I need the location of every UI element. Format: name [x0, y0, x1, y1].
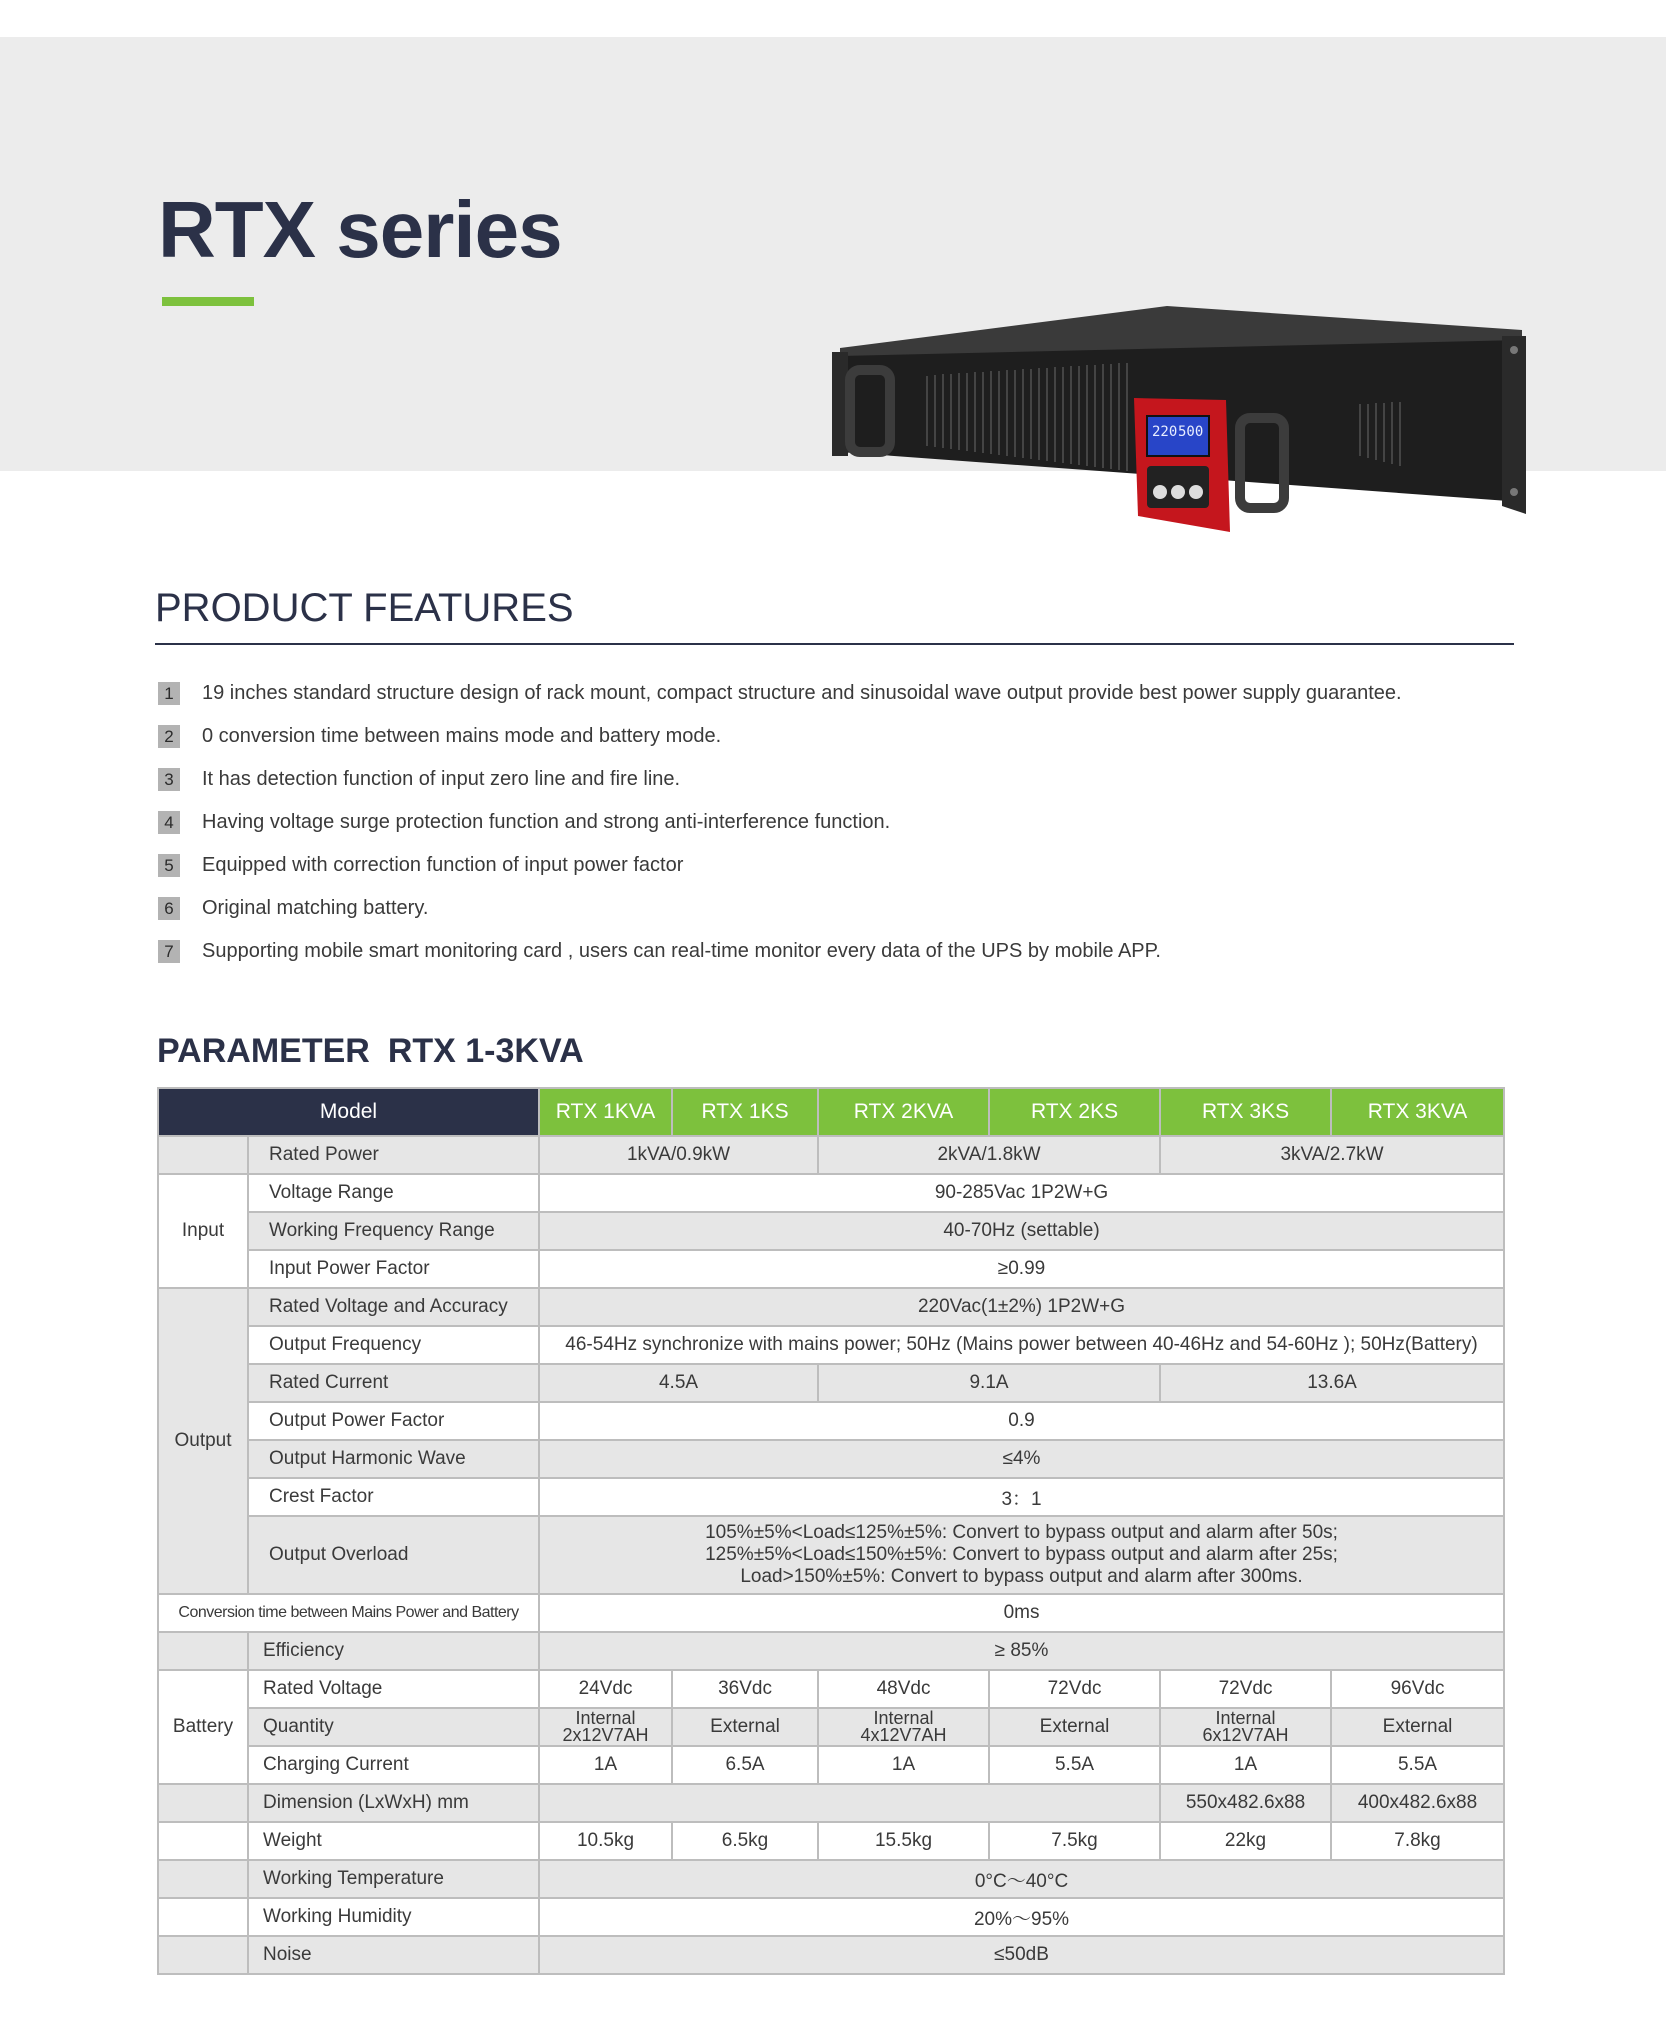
table-row-rated-voltage	[158, 1288, 1504, 1326]
feature-text: 19 inches standard structure design of rack mount, compact structure and sinusoidal wave output provide best power supply guarantee.	[202, 682, 1402, 704]
row-label: Output Harmonic Wave	[248, 1440, 539, 1478]
table-cell: 72Vdc	[989, 1670, 1160, 1708]
lcd-load: 500	[1178, 424, 1204, 440]
table-cell: ≥0.99	[539, 1250, 1504, 1288]
table-row-dimension	[158, 1784, 1504, 1822]
row-label: Charging Current	[248, 1746, 539, 1784]
row-label: Input Power Factor	[248, 1250, 539, 1288]
feature-number: 7	[158, 940, 180, 963]
model-cell: RTX 2KS	[989, 1088, 1160, 1136]
row-label: Efficiency	[248, 1632, 539, 1670]
table-cell	[158, 1784, 248, 1822]
table-cell: 7.5kg	[989, 1822, 1160, 1860]
lcd-voltage: 220	[1152, 424, 1178, 440]
table-cell: 46-54Hz synchronize with mains power; 50Hz (Mains power between 40-46Hz and 54-60Hz ); 50Hz(Battery)	[539, 1326, 1504, 1364]
table-row-crest	[158, 1478, 1504, 1516]
table-cell: 1A	[818, 1746, 989, 1784]
table-cell: External	[672, 1708, 818, 1746]
table-row-rated-power	[158, 1136, 1504, 1174]
row-label: Working Frequency Range	[248, 1212, 539, 1250]
table-cell: 15.5kg	[818, 1822, 989, 1860]
row-label: Weight	[248, 1822, 539, 1860]
table-cell: 5.5A	[1331, 1746, 1504, 1784]
table-cell: ≤4%	[539, 1440, 1504, 1478]
table-row-noise	[158, 1936, 1504, 1974]
row-label: Output Frequency	[248, 1326, 539, 1364]
table-cell	[158, 1860, 248, 1898]
model-cell: RTX 3KVA	[1331, 1088, 1504, 1136]
row-label: Output Power Factor	[248, 1402, 539, 1440]
model-cell: RTX 1KVA	[539, 1088, 672, 1136]
table-cell: 0°C～40°C	[539, 1860, 1504, 1898]
feature-text: 0 conversion time between mains mode and battery mode.	[202, 725, 722, 747]
model-cell: RTX 1KS	[672, 1088, 818, 1136]
row-label: Rated Current	[248, 1364, 539, 1402]
feature-text: Equipped with correction function of input power factor	[202, 854, 684, 876]
table-cell: 1kVA/0.9kW	[539, 1136, 818, 1174]
feature-item	[158, 930, 1402, 973]
row-label: Crest Factor	[248, 1478, 539, 1516]
feature-number: 1	[158, 682, 180, 705]
row-label: Dimension (LxWxH) mm	[248, 1784, 539, 1822]
table-row-battery-voltage	[158, 1670, 1504, 1708]
table-row-temperature	[158, 1860, 1504, 1898]
table-cell: 90-285Vac 1P2W+G	[539, 1174, 1504, 1212]
row-label: Noise	[248, 1936, 539, 1974]
row-label: Working Temperature	[248, 1860, 539, 1898]
features-divider	[155, 643, 1514, 645]
table-row-efficiency	[158, 1632, 1504, 1670]
feature-number: 5	[158, 854, 180, 877]
table-cell: 105%±5%<Load≤125%±5%: Convert to bypass output and alarm after 50s; 125%±5%<Load≤150%±5%: Convert to bypass output and alarm after 25s; Load>150%±5%: Convert to bypass output and alarm after 300ms.	[539, 1516, 1504, 1594]
table-cell: 22kg	[1160, 1822, 1331, 1860]
table-row-weight	[158, 1822, 1504, 1860]
table-cell: 36Vdc	[672, 1670, 818, 1708]
table-cell: 4.5A	[539, 1364, 818, 1402]
table-cell	[539, 1784, 1160, 1822]
table-row-overload	[158, 1516, 1504, 1594]
table-row-voltage-range	[158, 1174, 1504, 1212]
feature-number: 6	[158, 897, 180, 920]
table-cell: 6.5kg	[672, 1822, 818, 1860]
table-cell: Internal 4x12V7AH	[818, 1708, 989, 1746]
table-cell	[158, 1822, 248, 1860]
parameter-heading: PARAMETER RTX 1-3KVA	[157, 1032, 584, 1070]
table-row-charging	[158, 1746, 1504, 1784]
table-cell: ≤50dB	[539, 1936, 1504, 1974]
ups-rack-unit-image	[832, 306, 1526, 552]
group-output: Output	[158, 1288, 248, 1594]
table-cell: 9.1A	[818, 1364, 1160, 1402]
group-input: Input	[158, 1174, 248, 1288]
feature-number: 2	[158, 725, 180, 748]
table-cell: 0ms	[539, 1594, 1504, 1632]
table-cell: 1A	[1160, 1746, 1331, 1784]
table-cell: 550x482.6x88	[1160, 1784, 1331, 1822]
feature-item	[158, 758, 1402, 801]
row-label: Rated Voltage	[248, 1670, 539, 1708]
feature-number: 3	[158, 768, 180, 791]
model-header: Model	[158, 1088, 539, 1136]
row-label: Voltage Range	[248, 1174, 539, 1212]
feature-item	[158, 887, 1402, 930]
table-cell: 72Vdc	[1160, 1670, 1331, 1708]
feature-item	[158, 672, 1402, 715]
feature-text: It has detection function of input zero line and fire line.	[202, 768, 681, 790]
table-cell	[158, 1936, 248, 1974]
table-row-output-frequency	[158, 1326, 1504, 1364]
table-row-rated-current	[158, 1364, 1504, 1402]
table-cell: 13.6A	[1160, 1364, 1504, 1402]
table-row-model	[158, 1088, 1504, 1136]
table-cell: Conversion time between Mains Power and Battery	[158, 1594, 539, 1632]
feature-number: 4	[158, 811, 180, 834]
table-cell: 1A	[539, 1746, 672, 1784]
table-cell: 10.5kg	[539, 1822, 672, 1860]
features-heading: PRODUCT FEATURES	[155, 586, 574, 630]
row-label: Output Overload	[248, 1516, 539, 1594]
panel-button-1	[1153, 485, 1167, 499]
table-cell: Internal 6x12V7AH	[1160, 1708, 1331, 1746]
table-cell: 40-70Hz (settable)	[539, 1212, 1504, 1250]
table-row-harmonic	[158, 1440, 1504, 1478]
table-row-input-pf	[158, 1250, 1504, 1288]
feature-text: Supporting mobile smart monitoring card , users can real-time monitor every data of the UPS by mobile APP.	[202, 940, 1161, 962]
table-cell: 48Vdc	[818, 1670, 989, 1708]
table-cell	[158, 1898, 248, 1936]
feature-item	[158, 801, 1402, 844]
table-cell: ≥ 85%	[539, 1632, 1504, 1670]
table-cell: 400x482.6x88	[1331, 1784, 1504, 1822]
table-cell: 7.8kg	[1331, 1822, 1504, 1860]
table-cell: 3：1	[539, 1478, 1504, 1516]
row-label: Quantity	[248, 1708, 539, 1746]
table-row-humidity	[158, 1898, 1504, 1936]
title-accent-bar	[162, 297, 254, 306]
table-cell: 3kVA/2.7kW	[1160, 1136, 1504, 1174]
table-cell: Internal 2x12V7AH	[539, 1708, 672, 1746]
table-cell: 24Vdc	[539, 1670, 672, 1708]
table-row-freq-range	[158, 1212, 1504, 1250]
model-cell: RTX 3KS	[1160, 1088, 1331, 1136]
table-cell: 6.5A	[672, 1746, 818, 1784]
panel-button-2	[1171, 485, 1185, 499]
table-cell: 96Vdc	[1331, 1670, 1504, 1708]
row-label: Working Humidity	[248, 1898, 539, 1936]
group-battery: Battery	[158, 1670, 248, 1784]
feature-text: Having voltage surge protection function and strong anti-interference function.	[202, 811, 891, 833]
table-cell: 5.5A	[989, 1746, 1160, 1784]
table-cell: External	[989, 1708, 1160, 1746]
features-list	[158, 672, 1402, 973]
page-title: RTX series	[158, 185, 562, 274]
row-label: Rated Power	[248, 1136, 539, 1174]
table-cell: 20%～95%	[539, 1898, 1504, 1936]
panel-button-3	[1189, 485, 1203, 499]
table-cell: 220Vac(1±2%) 1P2W+G	[539, 1288, 1504, 1326]
table-cell	[158, 1136, 248, 1174]
model-cell: RTX 2KVA	[818, 1088, 989, 1136]
table-cell: 2kVA/1.8kW	[818, 1136, 1160, 1174]
table-row-conversion	[158, 1594, 1504, 1632]
table-row-output-pf	[158, 1402, 1504, 1440]
feature-item	[158, 844, 1402, 887]
table-cell	[158, 1632, 248, 1670]
row-label: Rated Voltage and Accuracy	[248, 1288, 539, 1326]
table-cell: 0.9	[539, 1402, 1504, 1440]
feature-text: Original matching battery.	[202, 897, 429, 919]
spec-table	[157, 1087, 1505, 1975]
parameter-subheading: RTX 1-3KVA	[387, 1032, 584, 1070]
table-row-battery-quantity	[158, 1708, 1504, 1746]
table-cell: External	[1331, 1708, 1504, 1746]
feature-item	[158, 715, 1402, 758]
